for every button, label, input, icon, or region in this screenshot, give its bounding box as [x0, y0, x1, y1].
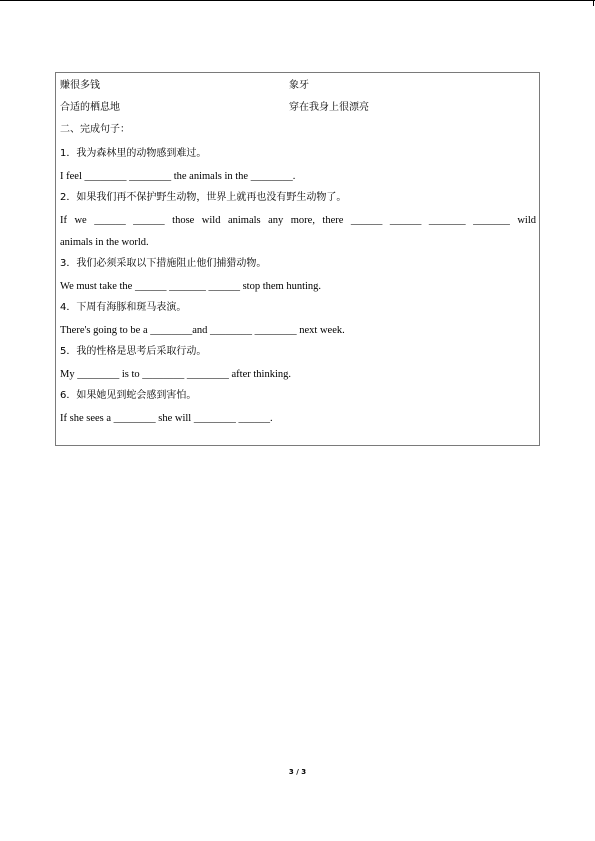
vocab-phrase: 象牙 — [289, 80, 309, 91]
answer-line: There's going to be a ________and ________ ________ next week. — [60, 325, 345, 336]
vocab-phrase: 合适的栖息地 — [60, 102, 120, 113]
answer-line: If we ______ ______ those wild animals any more, there ______ ______ _______ _______ wild — [60, 215, 536, 226]
vocab-phrase: 穿在我身上很漂亮 — [289, 102, 369, 113]
header-rule-end — [593, 0, 594, 6]
question-prompt: 1．我为森林里的动物感到难过。 — [60, 148, 207, 159]
question-prompt: 4．下周有海豚和斑马表演。 — [60, 302, 187, 313]
question-prompt: 6．如果她见到蛇会感到害怕。 — [60, 390, 197, 401]
page-number: 3 / 3 — [288, 768, 307, 776]
answer-line: animals in the world. — [60, 237, 149, 248]
header-rule — [0, 0, 595, 1]
question-prompt: 2．如果我们再不保护野生动物，世界上就再也没有野生动物了。 — [60, 192, 347, 203]
answer-line: We must take the ______ _______ ______ stop them hunting. — [60, 281, 322, 292]
question-prompt: 5．我的性格是思考后采取行动。 — [60, 346, 207, 357]
vocab-phrase: 赚很多钱 — [60, 80, 100, 91]
answer-line: I feel ________ ________ the animals in the ________. — [60, 171, 296, 182]
answer-line: If she sees a ________ she will ________ ______. — [60, 413, 273, 424]
section-heading: 二、完成句子： — [60, 124, 130, 135]
answer-line: My ________ is to ________ ________ after thinking. — [60, 369, 291, 380]
question-prompt: 3．我们必须采取以下措施阻止他们捕猎动物。 — [60, 258, 267, 269]
